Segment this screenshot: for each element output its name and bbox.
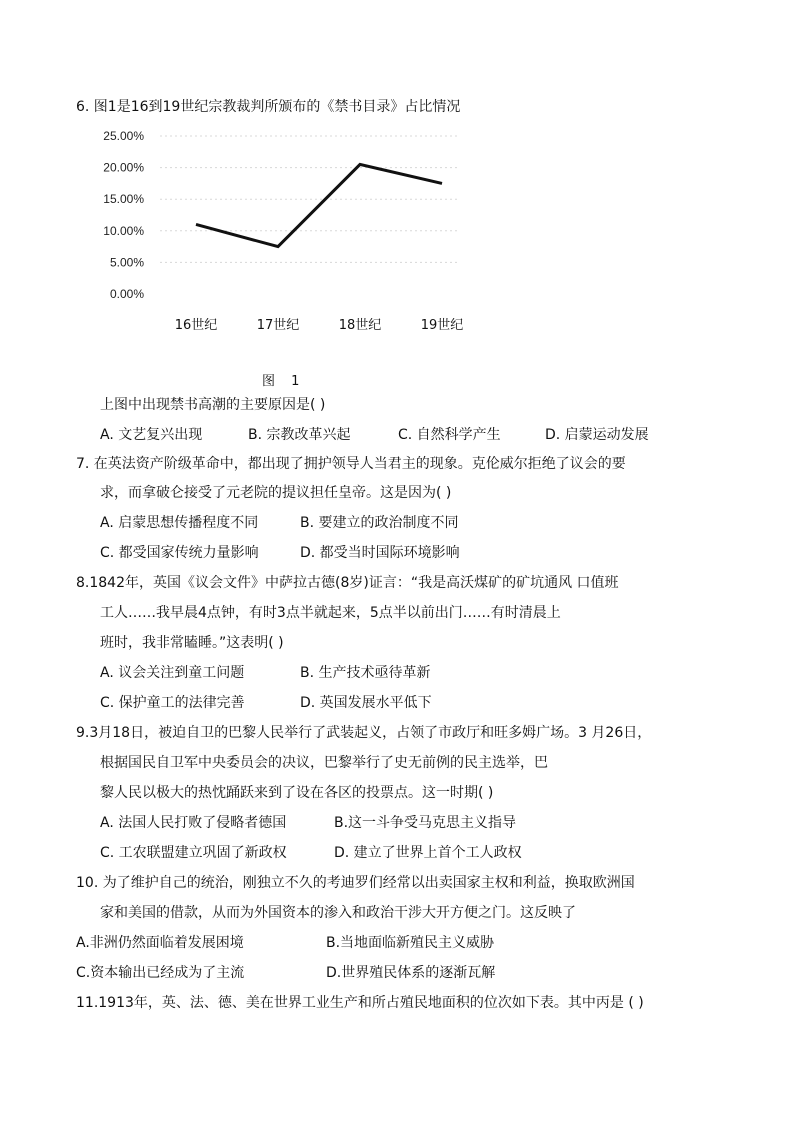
q6-option-b: B. 宗教改革兴起 [248, 427, 351, 443]
x-category-label: 17世纪 [256, 318, 300, 333]
q9-line1: 9.3月18日，被迫自卫的巴黎人民举行了武装起义，占领了市政厅和旺多姆广场。3 月26日， [76, 725, 652, 741]
y-tick-label: 15.00% [103, 192, 144, 207]
q7-option-a: A. 启蒙思想传播程度不同 [100, 515, 259, 531]
q9-line3: 黎人民以极大的热忱踊跃来到了设在各区的投票点。这一时期( ) [100, 785, 494, 801]
q9-option-b: B.这一斗争受马克思主义指导 [334, 815, 517, 831]
y-tick-label: 25.00% [103, 129, 144, 143]
q10-line2: 家和美国的借款，从而为外国资本的渗入和政治干涉大开方便之门。这反映了 [100, 905, 576, 921]
q6-stem: 6. 图1是16到19世纪宗教裁判所颁布的《禁书目录》占比情况 [76, 99, 461, 115]
figure-caption: 图 1 [262, 374, 306, 389]
x-category-label: 18世纪 [338, 318, 382, 333]
q10-option-b: B.当地面临新殖民主义威胁 [326, 935, 495, 951]
q6-option-d: D. 启蒙运动发展 [545, 427, 649, 443]
q7-option-d: D. 都受当时国际环境影响 [300, 545, 460, 561]
y-tick-label: 20.00% [103, 160, 144, 175]
q8-option-b: B. 生产技术亟待革新 [300, 665, 431, 681]
y-tick-label: 0.00% [109, 287, 144, 301]
q6-question: 上图中出现禁书高潮的主要原因是( ) [100, 397, 326, 413]
figure-1-chart [100, 124, 470, 344]
y-tick-label: 10.00% [103, 223, 144, 238]
q7-line1: 7. 在英法资产阶级革命中，都出现了拥护领导人当君主的现象。克伦威尔拒绝了议会的要 [76, 456, 626, 472]
q6-option-a: A. 文艺复兴出现 [100, 427, 203, 443]
q10-line1: 10. 为了维护自己的统治，刚独立不久的考迪罗们经常以出卖国家主权和利益，换取欧洲国 [76, 875, 635, 891]
q8-option-a: A. 议会关注到童工问题 [100, 665, 245, 681]
q9-option-c: C. 工农联盟建立巩固了新政权 [100, 845, 287, 861]
q8-line2: 工人……我早晨4点钟，有时3点半就起来，5点半以前出门……有时清晨上 [100, 605, 561, 621]
q11-line1: 11.1913年，英、法、德、美在世界工业生产和所占殖民地面积的位次如下表。其中丙是 ( ) [76, 995, 644, 1011]
q10-option-d: D.世界殖民体系的逐渐瓦解 [326, 965, 496, 981]
q10-option-c: C.资本输出已经成为了主流 [76, 965, 245, 981]
x-category-label: 19世纪 [420, 318, 464, 333]
q7-option-c: C. 都受国家传统力量影响 [100, 545, 259, 561]
q8-option-c: C. 保护童工的法律完善 [100, 695, 245, 711]
q9-option-a: A. 法国人民打败了侵略者德国 [100, 815, 287, 831]
y-tick-label: 5.00% [109, 255, 144, 270]
q8-line1: 8.1842年，英国《议会文件》中萨拉古德(8岁)证言：“我是高沃煤矿的矿坑通风 口值班 [76, 575, 619, 591]
q9-line2: 根据国民自卫军中央委员会的决议，巴黎举行了史无前例的民主选举，巴 [100, 755, 548, 771]
q9-option-d: D. 建立了世界上首个工人政权 [334, 845, 522, 861]
q6-option-c: C. 自然科学产生 [398, 427, 501, 443]
series-line [196, 164, 442, 246]
q10-option-a: A.非洲仍然面临着发展困境 [76, 935, 244, 951]
x-category-label: 16世纪 [174, 318, 218, 333]
q8-option-d: D. 英国发展水平低下 [300, 695, 432, 711]
q7-line2: 求，而拿破仑接受了元老院的提议担任皇帝。这是因为( ) [100, 485, 452, 501]
q8-line3: 班时，我非常瞌睡。”这表明( ) [100, 635, 284, 651]
q7-option-b: B. 要建立的政治制度不同 [300, 515, 459, 531]
line-chart [100, 124, 470, 344]
